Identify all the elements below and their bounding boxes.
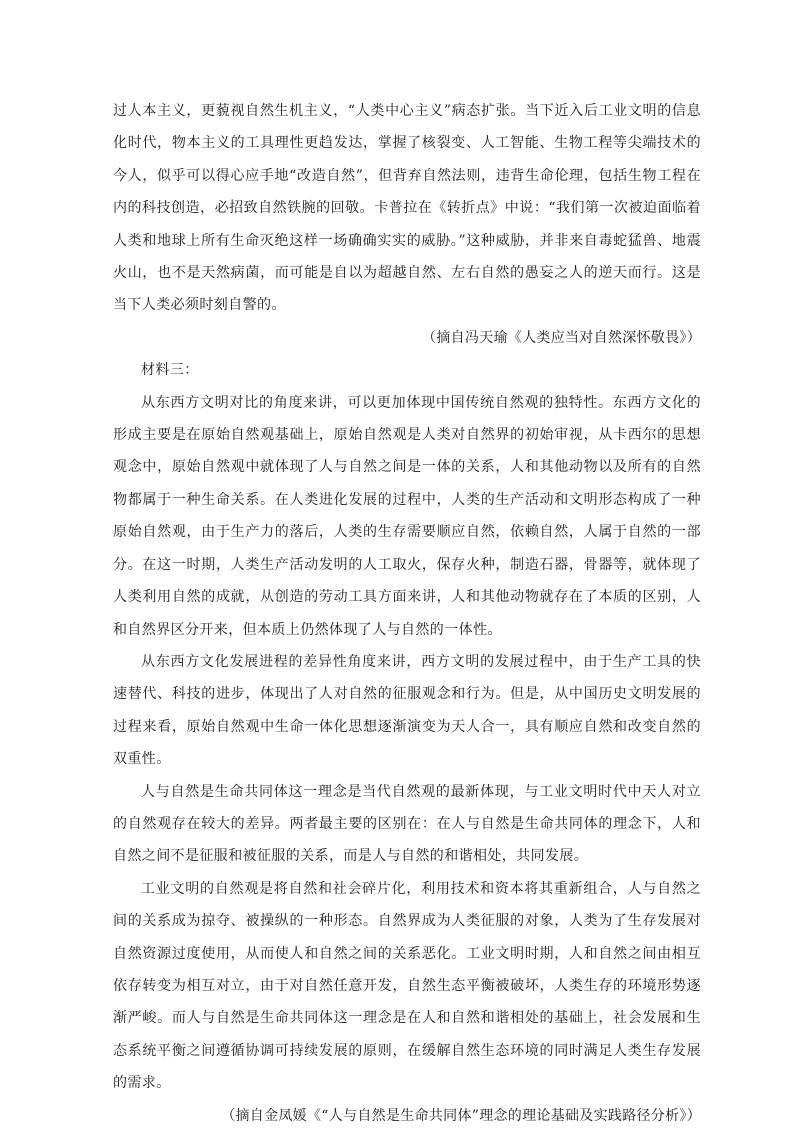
paragraph-east-west-comparison: 从东西方文明对比的角度来讲，可以更加体现中国传统自然观的独特性。东西方文化的形成主要是在原始自然观基础上，原始自然观是人类对自然界的初始审视，从卡西尔的思想观念中，原始自然观中就体现了人与自然之间是一体的关系，人和其他动物以及所有的自然物都属于一种生命关系。在人类进化发展的过程中，人类的生产活动和文明形态构成了一种原始自然观，由于生产力的落后，人类的生存需要顺应自然，依赖自然，人属于自然的一部分。在这一时期，人类生产活动发明的人工取火，保存火种，制造石器，骨器等，就体现了人类利用自然的成就，从创造的劳动工具方面来讲，人和其他动物就存在了本质的区别，人和自然界区分开来，但本质上仍然体现了人与自然的一体性。 bbox=[113, 394, 701, 638]
paragraph-development-differences: 从东西方文化发展进程的差异性角度来讲，西方文明的发展过程中，由于生产工具的快速替代、科技的进步，体现出了人对自然的征服观念和行为。但是，从中国历史文明发展的过程来看，原始自然观中生命一体化思想逐渐演变为天人合一，具有顺应自然和改变自然的双重性。 bbox=[113, 653, 701, 768]
paragraph-industrial-nature-view: 工业文明的自然观是将自然和社会碎片化，利用技术和资本将其重新组合，人与自然之间的关系成为掠夺、被操纵的一种形态。自然界成为人类征服的对象，人类为了生存发展对自然资源过度使用，从而使人和自然之间的关系恶化。工业文明时期，人和自然之间由相互依存转变为相互对立，由于对自然任意开发，自然生态平衡被破坏，人类生存的环境形势逐渐严峻。而人与自然是生命共同体这一理念是在人和自然和谐相处的基础上，社会发展和生态系统平衡之间遵循协调可持续发展的原则，在缓解自然生态环境的同时满足人类生存发展的需求。 bbox=[113, 880, 701, 1092]
source-citation-1: （摘自冯天瑜《人类应当对自然深怀敬畏》） bbox=[422, 329, 701, 346]
material-three-label: 材料三： bbox=[141, 362, 199, 379]
paragraph-continuation: 过人本主义，更藐视自然生机主义，“人类中心主义”病态扩张。当下近入后工业文明的信息化时代，物本主义的工具理性更趋发达，掌握了核裂变、人工智能、生物工程等尖端技术的今人，似乎可以得心应手地“改造自然”，但背弃自然法则，违背生命伦理，包括生物工程在内的科技创造，必招致自然铁腕的回敬。卡普拉在《转折点》中说：“我们第一次被迫面临着人类和地球上所有生命灭绝这样一场确确实实的威胁。”这种威胁，并非来自毒蛇猛兽、地震火山，也不是天然病菌，而可能是自以为超越自然、左右自然的愚妄之人的逆天而行。这是当下人类必须时刻自警的。 bbox=[113, 103, 701, 314]
paragraph-life-community: 人与自然是生命共同体这一理念是当代自然观的最新体现，与工业文明时代中天人对立的自然观存在较大的差异。两者最主要的区别在：在人与自然是生命共同体的理念下，人和自然之间不是征服和被征服的关系，而是人与自然的和谐相处，共同发展。 bbox=[113, 783, 701, 865]
document-body bbox=[113, 95, 701, 1132]
source-citation-2: （摘自金凤媛《“人与自然是生命共同体”理念的理论基础及实践路径分析》） bbox=[221, 1107, 701, 1124]
